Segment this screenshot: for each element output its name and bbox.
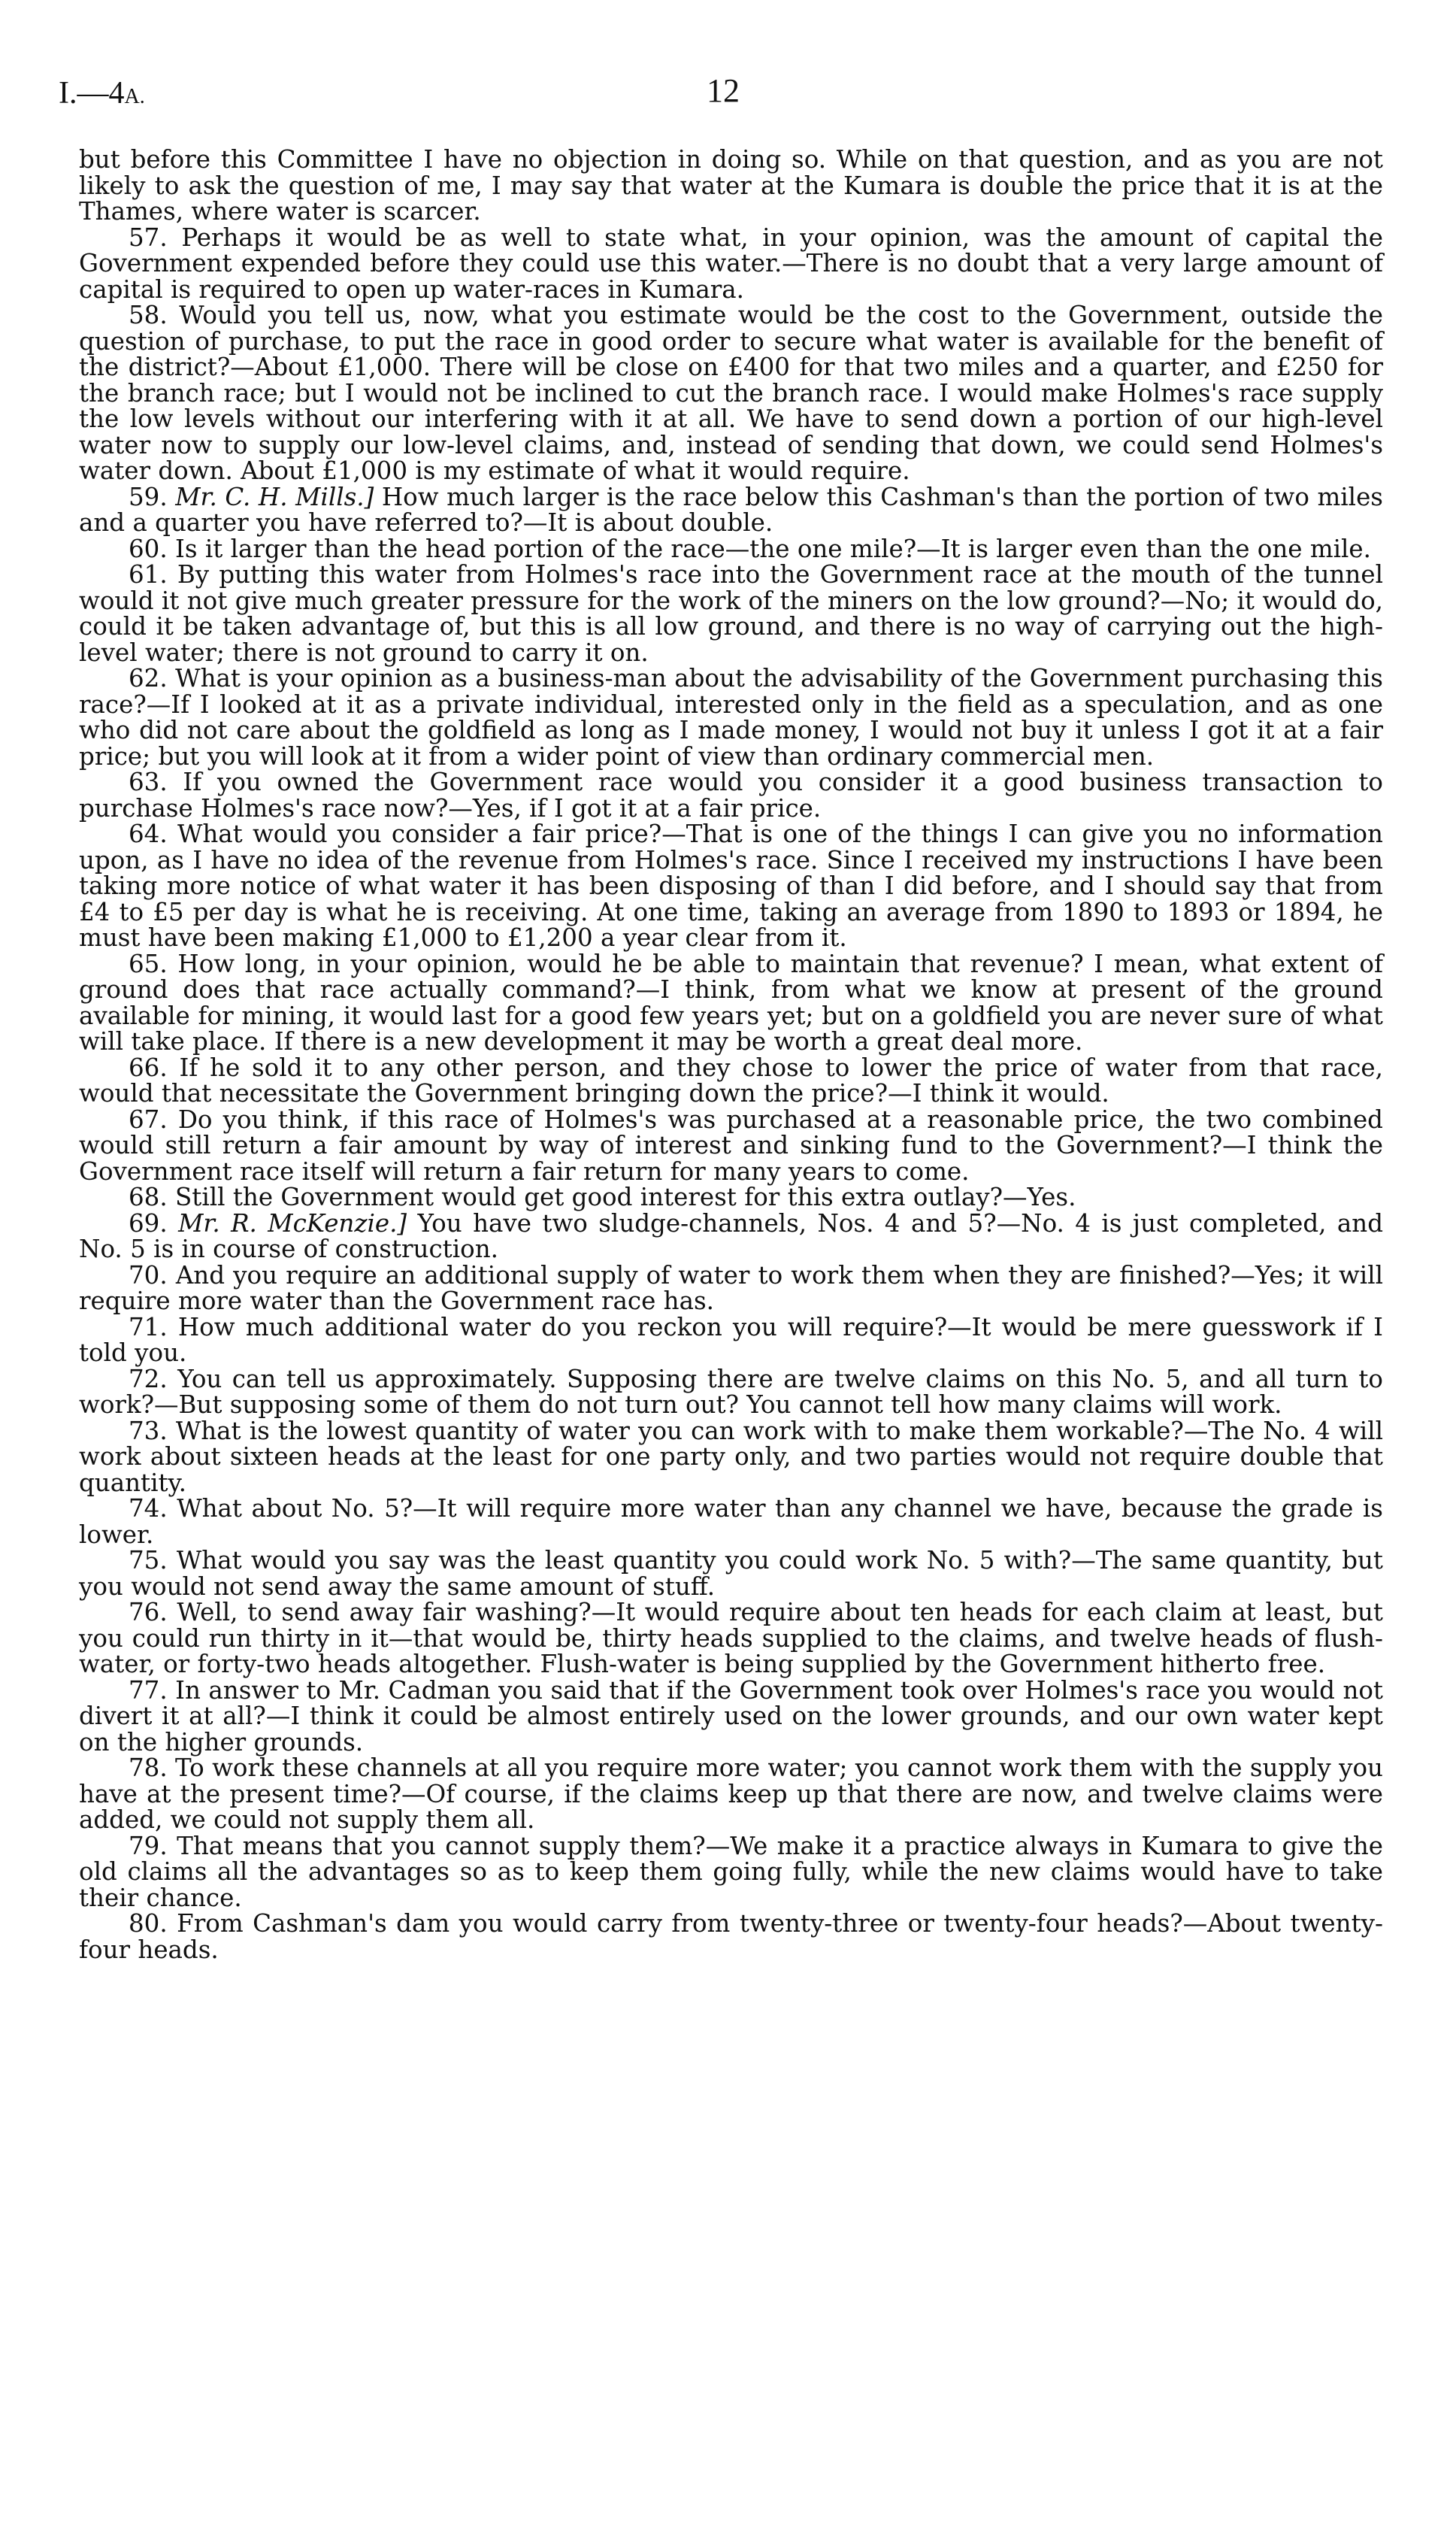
question-number: 67.: [129, 1105, 168, 1134]
testimony-paragraph: [79, 1833, 1383, 1911]
question-number: 66.: [129, 1053, 168, 1082]
question-answer-text: Would you tell us, now, what you estimate would be the cost to the Government, outside the question of purchase, to put the race in good order to secure what water is available for the benefit of the district?—About £1,000. There will be close on £400 for that two miles and a quarter, and £250 for the branch race; but I would not be inclined to cut the branch race. I would make Holmes's race supply the low levels without our interfering with it at all. We have to send down a portion of our high-level water now to supply our low-level claims, and, instead of sending that down, we could send Holmes's water down. About £1,000 is my estimate of what it would require.: [79, 301, 1383, 485]
question-number: 71.: [129, 1312, 168, 1341]
testimony-paragraph: [79, 562, 1383, 665]
question-number: 80.: [129, 1909, 168, 1938]
testimony-paragraph: [79, 1599, 1383, 1678]
question-answer-text: If he sold it to any other person, and they chose to lower the price of water from that race, would that necessitate the Government bringing down the price?—I think it would.: [79, 1053, 1383, 1108]
question-answer-text: What is your opinion as a business-man about the advisability of the Government purchasing this race?—If I looked at it as a private individual, interested only in the field as a speculation, and as one who did not care about the goldfield as long as I made money, I would not buy it unless I got it at a fair price; but you will look at it from a wider point of view than ordinary commercial men.: [79, 664, 1383, 771]
question-number: 73.: [129, 1416, 168, 1445]
testimony-paragraph: [79, 665, 1383, 769]
question-number: 76.: [129, 1598, 168, 1626]
question-answer-text: You have two sludge-channels, Nos. 4 and 5?—No. 4 is just completed, and No. 5 is in course of construction.: [79, 1208, 1383, 1263]
page-number: 12: [707, 72, 740, 109]
testimony-paragraph: [79, 1184, 1383, 1211]
question-answer-text: How much larger is the race below this Cashman's than the portion of two miles and a quarter you have referred to?—It is about double.: [79, 482, 1383, 537]
question-number: 78.: [129, 1753, 168, 1782]
testimony-paragraph: [79, 1107, 1383, 1185]
testimony-paragraph: [79, 1418, 1383, 1496]
question-answer-text: Is it larger than the head portion of the race—the one mile?—It is larger even than the one mile.: [175, 534, 1371, 563]
testimony-paragraph: [79, 484, 1383, 536]
question-answer-text: What is the lowest quantity of water you can work with to make them workable?—The No. 4 will work about sixteen heads at the least for one party only, and two parties would not require double that quantity.: [79, 1416, 1383, 1497]
testimony-paragraph: [79, 1314, 1383, 1366]
question-number: 65.: [129, 949, 168, 978]
question-number: 72.: [129, 1364, 168, 1393]
question-number: 70.: [129, 1260, 168, 1290]
question-answer-text: From Cashman's dam you would carry from twenty-three or twenty-four heads?—About twenty-four heads.: [79, 1909, 1384, 1964]
document-reference: [59, 75, 145, 115]
document-reference-suffix: A.: [124, 85, 145, 108]
testimony-paragraph: [79, 1755, 1383, 1833]
question-answer-text: How much additional water do you reckon you will require?—It would be mere guesswork if I told you.: [79, 1312, 1383, 1367]
testimony-paragraph: [79, 1208, 1383, 1263]
question-answer-text: What would you consider a fair price?—That is one of the things I can give you no information upon, as I have no idea of the revenue from Holmes's race. Since I received my instructions I have been taking more notice of what water it has been disposing of than I did before, and I should say that from £4 to £5 per day is what he is receiving. At one time, taking an average from 1890 to 1893 or 1894, he must have been making £1,000 to £1,200 a year clear from it.: [79, 820, 1383, 952]
question-number: 63.: [129, 768, 168, 796]
question-number: 68.: [129, 1183, 168, 1211]
testimony-paragraph: [79, 1547, 1383, 1599]
testimony-paragraph: [79, 821, 1383, 951]
testimony-paragraph: [79, 1262, 1383, 1314]
question-number: 77.: [129, 1675, 168, 1705]
question-answer-text: To work these channels at all you require more water; you cannot work them with the supply you have at the present time?—Of course, if the claims keep up that there are now, and twelve claims were added, we could not supply them all.: [79, 1753, 1383, 1834]
question-answer-text: Do you think, if this race of Holmes's was purchased at a reasonable price, the two combined would still return a fair amount by way of interest and sinking fund to the Government?—I think the Government race itself will return a fair return for many years to come.: [79, 1105, 1383, 1186]
question-answer-text: Well, to send away fair washing?—It would require about ten heads for each claim at least, but you could run thirty in it—that would be, thirty heads supplied to the claims, and twelve heads of flush-water, or forty-two heads altogether. Flush-water is being supplied by the Government hitherto free.: [79, 1598, 1383, 1678]
speaker-name: Mr. R. McKenzie.]: [178, 1208, 407, 1238]
question-answer-text: What about No. 5?—It will require more water than any channel we have, because the grade is lower.: [79, 1494, 1383, 1549]
document-reference-main: I.—4: [59, 76, 125, 111]
testimony-paragraph: [79, 1496, 1383, 1547]
question-number: 69.: [129, 1208, 168, 1238]
question-answer-text: If you owned the Government race would you consider it a good business transaction to purchase Holmes's race now?—Yes, if I got it at a fair price.: [79, 768, 1383, 823]
speaker-name: Mr. C. H. Mills.]: [175, 482, 374, 511]
question-number: 58.: [129, 301, 168, 329]
testimony-paragraph: [79, 302, 1383, 484]
question-answer-text: What would you say was the least quantity you could work No. 5 with?—The same quantity, but you would not send away the same amount of stuff.: [79, 1546, 1383, 1601]
question-number: 79.: [129, 1831, 168, 1860]
question-number: 59.: [129, 482, 168, 511]
question-answer-text: That means that you cannot supply them?—We make it a practice always in Kumara to give the old claims all the advantages so as to keep them going fully, while the new claims would have to take their chance.: [79, 1831, 1383, 1912]
question-number: 64.: [129, 820, 168, 848]
testimony-paragraph: [79, 536, 1383, 562]
question-answer-text: How long, in your opinion, would he be able to maintain that revenue? I mean, what extent of ground does that race actually command?—I think, from what we know at present of the ground available for mining, it would last for a good few years yet; but on a goldfield you are never sure of what will take place. If there is a new development it may be worth a great deal more.: [79, 949, 1383, 1056]
question-answer-text: By putting this water from Holmes's race into the Government race at the mouth of the tunnel would it not give much greater pressure for the work of the miners on the low ground?—No; it would do, could it be taken advantage of, but this is all low ground, and there is no way of carrying out the high-level water; there is not ground to carry it on.: [79, 560, 1383, 667]
testimony-paragraph: [79, 951, 1383, 1055]
testimony-paragraph: [79, 1366, 1383, 1418]
testimony-paragraph: [79, 769, 1383, 821]
question-answer-text: Still the Government would get good interest for this extra outlay?—Yes.: [175, 1183, 1076, 1211]
document-body: [79, 147, 1383, 1963]
question-number: 62.: [129, 664, 168, 693]
question-answer-text: Perhaps it would be as well to state what, in your opinion, was the amount of capital the Government expended before they could use this water.—There is no doubt that a very large amount of capital is required to open up water-races in Kumara.: [79, 223, 1383, 304]
testimony-paragraph: [79, 1675, 1383, 1756]
question-number: 75.: [129, 1546, 168, 1575]
testimony-paragraph: [79, 225, 1383, 303]
question-number: 60.: [129, 534, 168, 563]
question-number: 74.: [129, 1494, 168, 1523]
question-answer-text: And you require an additional supply of water to work them when they are finished?—Yes; it will require more water than the Government race has.: [79, 1260, 1383, 1315]
testimony-paragraph: [79, 1911, 1383, 1963]
question-answer-text: In answer to Mr. Cadman you said that if the Government took over Holmes's race you would not divert it at all?—I think it could be almost entirely used on the lower grounds, and our own water kept on the higher grounds.: [79, 1675, 1383, 1756]
testimony-paragraph: [79, 1055, 1383, 1107]
continuation-paragraph: but before this Committee I have no objection in doing so. While on that question, and as you are not likely to ask the question of me, I may say that water at the Kumara is double the price that it is at the Thames, where water is scarcer.: [79, 145, 1383, 226]
question-number: 61.: [129, 560, 168, 589]
question-answer-text: You can tell us approximately. Supposing there are twelve claims on this No. 5, and all turn to work?—But supposing some of them do not turn out? You cannot tell how many claims will work.: [79, 1364, 1383, 1419]
question-number: 57.: [129, 223, 168, 252]
